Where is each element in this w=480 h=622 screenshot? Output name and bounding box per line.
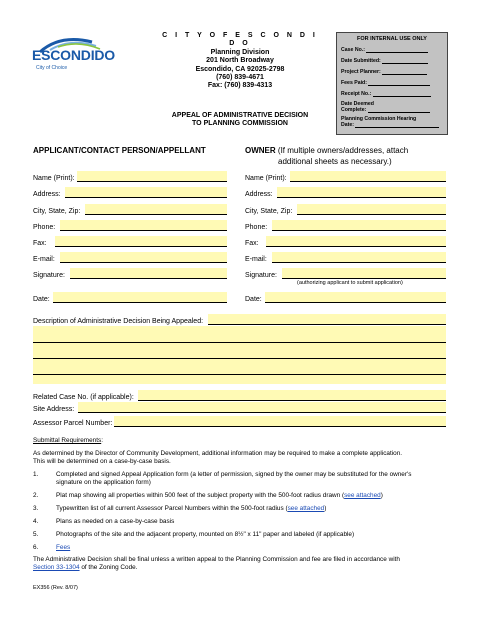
site-address-field[interactable] <box>78 402 446 412</box>
requirements-intro <box>33 450 453 466</box>
fees-link[interactable]: Fees <box>56 544 71 551</box>
owner-signature-label: Signature: <box>245 272 277 279</box>
applicant-name-label: Name (Print): <box>33 175 75 182</box>
owner-city-label: City, State, Zip: <box>245 208 293 215</box>
applicant-heading: APPLICANT/CONTACT PERSON/APPELLANT <box>33 146 206 155</box>
decision-description-label: Description of Administrative Decision Being Appealed: <box>33 318 204 325</box>
internal-row-label: Date Submitted: <box>341 58 381 64</box>
site-address-line <box>78 412 446 413</box>
applicant-signature-line <box>70 278 227 279</box>
decision-description-field[interactable] <box>208 314 446 324</box>
owner-heading-label: OWNER <box>245 146 276 155</box>
owner-fax-label: Fax: <box>245 240 259 247</box>
requirement-3-body: Typewritten list of all current Assessor Parcel Numbers within the 500-foot radius ( <box>56 505 288 512</box>
street-address: 201 North Broadway <box>206 57 274 65</box>
applicant-address-field[interactable] <box>65 187 227 197</box>
requirement-4-text: Plans as needed on a case-by-case basis <box>56 518 175 525</box>
requirement-4-number: 4. <box>33 518 39 525</box>
requirement-3-close: ) <box>324 505 327 512</box>
owner-phone-field[interactable] <box>272 220 446 230</box>
site-address-label: Site Address: <box>33 406 75 413</box>
requirements-heading <box>33 437 103 445</box>
internal-hearing-date[interactable] <box>341 116 444 128</box>
applicant-city-field[interactable] <box>85 204 227 214</box>
logo-wordmark: ESCONDIDO <box>32 47 115 63</box>
parcel-number-field[interactable] <box>114 416 446 426</box>
city-state-zip: Escondido, CA 92025-2798 <box>195 65 285 73</box>
related-case-field[interactable] <box>138 390 446 400</box>
requirement-6-number: 6. <box>33 544 39 551</box>
requirements-intro-line-1: As determined by the Director of Community Development, additional information may be required to make a complete application. <box>33 450 403 457</box>
internal-use-box <box>336 32 448 135</box>
owner-heading-note-2: additional sheets as necessary.) <box>278 157 392 166</box>
applicant-date-field[interactable] <box>53 292 227 302</box>
form-title <box>160 112 320 129</box>
owner-city-field[interactable] <box>297 204 446 214</box>
requirement-5-number: 5. <box>33 531 39 538</box>
requirement-1-text <box>56 471 456 487</box>
owner-date-label: Date: <box>245 296 262 303</box>
requirement-2-text <box>56 492 456 500</box>
requirements-heading-text: Submittal Requirements <box>33 437 102 444</box>
internal-fees-paid[interactable] <box>341 80 444 86</box>
form-title-line-1: APPEAL OF ADMINISTRATIVE DECISION <box>171 112 309 119</box>
related-case-label: Related Case No. (if applicable): <box>33 394 134 401</box>
requirement-2-number: 2. <box>33 492 39 499</box>
owner-name-label: Name (Print): <box>245 175 287 182</box>
see-attached-link[interactable]: see attached <box>287 505 325 512</box>
form-code: EX356 (Rev. 8/07) <box>33 585 78 591</box>
owner-signature-note: (authorizing applicant to submit application) <box>297 280 403 286</box>
owner-name-line <box>290 181 446 182</box>
internal-project-planner[interactable] <box>341 69 444 75</box>
owner-address-field[interactable] <box>277 187 446 197</box>
owner-phone-label: Phone: <box>245 224 268 231</box>
internal-use-heading: FOR INTERNAL USE ONLY <box>357 36 427 42</box>
requirement-1-line-2: signature on the application form) <box>56 479 151 486</box>
applicant-phone-line <box>60 230 227 231</box>
decision-line-3 <box>33 358 446 359</box>
fax-number: Fax: (760) 839-4313 <box>207 82 273 90</box>
owner-date-line <box>265 302 446 303</box>
applicant-fax-label: Fax: <box>33 240 47 247</box>
owner-city-line <box>297 214 446 215</box>
internal-row-label: Receipt No.: <box>341 91 372 97</box>
owner-phone-line <box>272 230 446 231</box>
owner-address-line <box>277 197 446 198</box>
internal-row-label: Complete: <box>341 107 367 113</box>
internal-date-deemed[interactable] <box>341 101 444 113</box>
internal-row-label: Case No.: <box>341 47 365 53</box>
final-notice <box>33 556 453 572</box>
city-logo <box>30 34 125 78</box>
division-name: Planning Division <box>210 48 270 56</box>
requirement-1-line-1: Completed and signed Appeal Application form (a letter of permission, signed by the owner may be substituted for the owner's <box>56 471 412 478</box>
internal-row-label: Date: <box>341 122 354 128</box>
internal-row-label: Date Deemed <box>341 101 374 107</box>
decision-line-2 <box>33 342 446 343</box>
applicant-email-label: E-mail: <box>33 256 55 263</box>
applicant-signature-field[interactable] <box>70 268 227 278</box>
applicant-name-field[interactable] <box>77 171 227 181</box>
applicant-address-line <box>65 197 227 198</box>
owner-address-label: Address: <box>245 191 273 198</box>
internal-row-label: Project Planner: <box>341 69 381 75</box>
applicant-city-line <box>85 214 227 215</box>
owner-name-field[interactable] <box>290 171 446 181</box>
applicant-email-field[interactable] <box>60 252 227 262</box>
form-title-line-2: TO PLANNING COMMISSION <box>192 120 288 128</box>
final-notice-line-2: of the Zoning Code. <box>79 564 138 571</box>
owner-heading-note: (If multiple owners/addresses, attach <box>277 146 409 155</box>
requirement-3-text <box>56 505 456 513</box>
requirement-3-number: 3. <box>33 505 39 512</box>
applicant-email-line <box>60 262 227 263</box>
applicant-signature-label: Signature: <box>33 272 65 279</box>
applicant-address-label: Address: <box>33 191 61 198</box>
decision-line-4 <box>33 374 446 375</box>
internal-row-label: Planning Commission Hearing <box>341 116 417 122</box>
parcel-number-line <box>114 426 446 427</box>
decision-description-area[interactable] <box>33 326 446 384</box>
applicant-date-line <box>53 302 227 303</box>
logo-tagline: City of Choice <box>36 65 68 71</box>
owner-heading <box>245 146 465 155</box>
applicant-phone-field[interactable] <box>60 220 227 230</box>
internal-receipt-no[interactable] <box>341 91 444 97</box>
owner-email-line <box>272 262 446 263</box>
city-name: C I T Y O F E S C O N D I D O <box>162 32 318 48</box>
city-header <box>160 32 320 91</box>
requirement-2-close: ) <box>380 492 383 499</box>
applicant-fax-line <box>55 246 227 247</box>
applicant-city-label: City, State, Zip: <box>33 208 81 215</box>
requirement-5-text: Photographs of the site and the adjacent property, mounted on 8½" x 11" paper and labeled (if applicable) <box>56 531 355 538</box>
owner-email-label: E-mail: <box>245 256 267 263</box>
decision-description-line <box>208 324 446 325</box>
applicant-name-line <box>77 181 227 182</box>
requirements-heading-colon: : <box>101 437 103 444</box>
applicant-phone-label: Phone: <box>33 224 56 231</box>
owner-email-field[interactable] <box>272 252 446 262</box>
requirement-1-number: 1. <box>33 471 39 478</box>
requirements-intro-line-2: This will be determined on a case-by-case basis. <box>33 458 171 465</box>
internal-date-submitted[interactable] <box>341 58 444 64</box>
owner-fax-line <box>266 246 446 247</box>
parcel-number-label: Assessor Parcel Number: <box>33 420 113 427</box>
owner-date-field[interactable] <box>265 292 446 302</box>
internal-case-no[interactable] <box>341 47 444 53</box>
applicant-fax-field[interactable] <box>55 236 227 246</box>
owner-fax-field[interactable] <box>266 236 446 246</box>
see-attached-link[interactable]: see attached <box>344 492 381 499</box>
applicant-date-label: Date: <box>33 296 50 303</box>
owner-signature-field[interactable] <box>282 268 446 278</box>
requirement-2-body: Plat map showing all properties within 500 feet of the subject property with the 500-foot radius drawn ( <box>56 492 345 499</box>
internal-row-label: Fees Paid: <box>341 80 367 86</box>
related-case-line <box>138 400 446 401</box>
zoning-code-section-link[interactable]: Section 33-1304 <box>33 564 80 571</box>
phone-number: (760) 839-4671 <box>216 74 264 82</box>
owner-signature-line <box>282 278 446 279</box>
final-notice-line-1: The Administrative Decision shall be final unless a written appeal to the Planning Commission and fee are filed in accordance with <box>33 556 400 563</box>
